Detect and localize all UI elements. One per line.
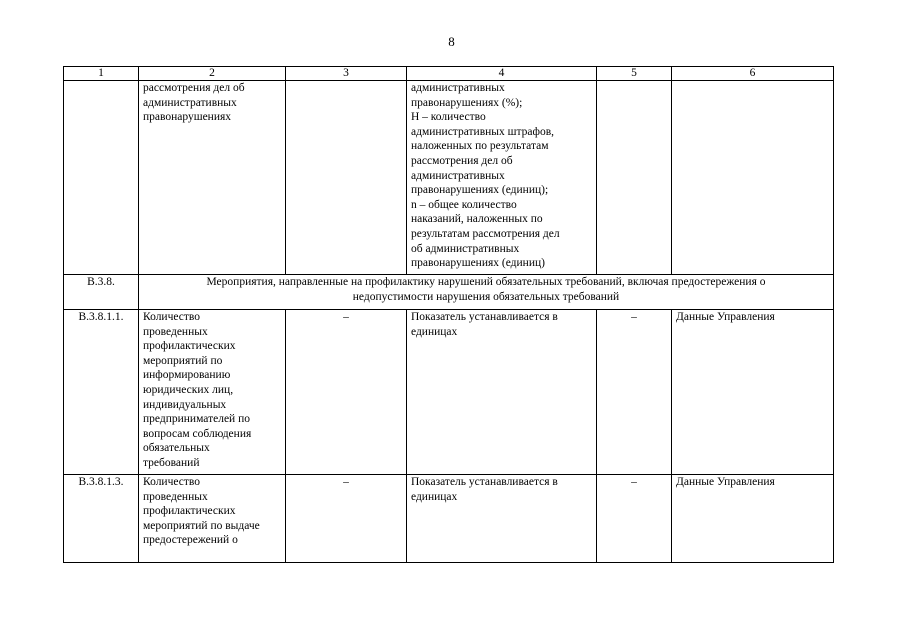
text-line: n – общее количество (411, 198, 517, 211)
cell-col5 (597, 81, 672, 275)
page-number: 8 (448, 34, 455, 49)
text-line: обязательных (143, 442, 210, 455)
cell-col3 (286, 81, 407, 275)
text-line: профилактических (143, 505, 236, 518)
text-line: административных (143, 96, 237, 109)
text-line: мероприятий по выдаче (143, 519, 260, 532)
cell-code: В.3.8.1.1. (64, 310, 139, 475)
cell-method (407, 81, 597, 275)
text-line: результатам рассмотрения дел (411, 227, 560, 240)
text-line: требований (143, 456, 200, 469)
text-line: Н – количество (411, 111, 486, 124)
text-line: административных (411, 169, 505, 182)
cell-code (64, 81, 139, 275)
text-line: наказаний, наложенных по (411, 213, 543, 226)
text-line: Мероприятия, направленные на профилактику нарушений обязательных требований, включая предостережения о (206, 276, 766, 288)
cell-col5: – (597, 310, 672, 475)
column-header: 4 (407, 67, 597, 81)
text-line: проведенных (143, 325, 208, 338)
text-line: профилактических (143, 340, 236, 353)
cell-source (672, 81, 834, 275)
document-table (63, 66, 834, 563)
text-line: наложенных по результатам (411, 140, 549, 153)
cell-col5: – (597, 475, 672, 563)
table-header-row (64, 67, 834, 81)
section-row (64, 275, 834, 310)
cell-indicator-name (139, 310, 286, 475)
text-line: проведенных (143, 490, 208, 503)
text-line: единицах (411, 325, 458, 338)
text-line: правонарушениях (единиц) (411, 257, 545, 270)
text-line: рассмотрения дел об (143, 82, 245, 94)
text-line: административных (411, 82, 505, 94)
cell-code: В.3.8.1.3. (64, 475, 139, 563)
section-title (139, 275, 834, 310)
text-line: рассмотрения дел об (411, 154, 513, 167)
text-line: предпринимателей по (143, 413, 250, 426)
text-line: административных штрафов, (411, 125, 555, 138)
cell-indicator-name (139, 475, 286, 563)
text-line: Показатель устанавливается в (411, 476, 558, 488)
text-line: индивидуальных (143, 398, 227, 411)
text-line: единицах (411, 490, 458, 503)
cell-method (407, 475, 597, 563)
cell-source: Данные Управления (672, 475, 834, 563)
text-line: недопустимости нарушения обязательных требований (352, 290, 620, 303)
text-line: Количество (143, 311, 200, 323)
text-line: правонарушениях (143, 111, 232, 124)
text-line: правонарушениях (единиц); (411, 184, 549, 197)
column-header: 1 (64, 67, 139, 81)
text-line: информированию (143, 369, 231, 382)
text-line: Показатель устанавливается в (411, 311, 558, 323)
column-header: 5 (597, 67, 672, 81)
text-line: Количество (143, 476, 200, 488)
section-code: В.3.8. (64, 275, 139, 310)
text-line: юридических лиц, (143, 383, 234, 396)
column-header: 3 (286, 67, 407, 81)
cell-col3: – (286, 475, 407, 563)
table-row (64, 475, 834, 563)
text-line: правонарушениях (%); (411, 96, 523, 109)
text-line: предостережений о (143, 534, 238, 547)
cell-method (407, 310, 597, 475)
text-line: об административных (411, 242, 520, 255)
table-row-continuation (64, 81, 834, 275)
cell-source: Данные Управления (672, 310, 834, 475)
table-row (64, 310, 834, 475)
text-line: вопросам соблюдения (143, 427, 252, 440)
cell-indicator-name (139, 81, 286, 275)
column-header: 2 (139, 67, 286, 81)
cell-col3: – (286, 310, 407, 475)
text-line: мероприятий по (143, 354, 223, 367)
column-header: 6 (672, 67, 834, 81)
